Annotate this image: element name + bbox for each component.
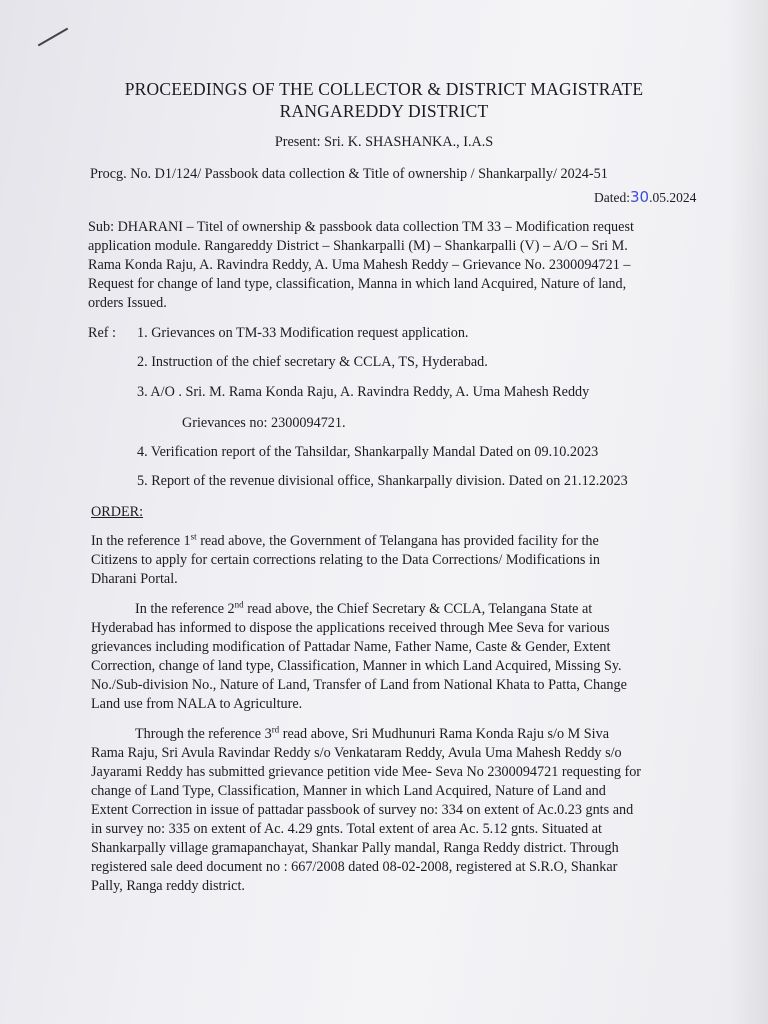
- present-line: Present: Sri. K. SHASHANKA., I.A.S: [274, 134, 494, 150]
- order-para1-line2: Citizens to apply for certain corrections relating to the Data Corrections/ Modifications in: [91, 552, 601, 568]
- title-line-1: PROCEEDINGS OF THE COLLECTOR & DISTRICT MAGISTRATE: [124, 79, 644, 99]
- order-para2-line4: Correction, change of land type, Classification, Manner in which Land Acquired, Missing Sy.: [91, 658, 622, 674]
- order-para3-line8: registered sale deed document no : 667/2008 dated 08-02-2008, registered at S.R.O, Shankar: [91, 859, 618, 875]
- order-para3-line5: Extent Correction in issue of pattadar passbook of survey no: 334 on extent of Ac.0.23 gnts and: [91, 802, 634, 818]
- subject-line-2: application module. Rangareddy District – Shankarpalli (M) – Shankarpalli (V) – A/O – Sri M.: [88, 238, 628, 254]
- ref-item-3-grievance: Grievances no: 2300094721.: [182, 415, 346, 431]
- dated-line: [594, 187, 696, 208]
- order-para3-line7: Shankarpally village gramapanchayat, Shankar Pally mandal, Ranga Reddy district. Through: [91, 840, 619, 856]
- ref-item-4: 4. Verification report of the Tahsildar, Shankarpally Mandal Dated on 09.10.2023: [137, 444, 599, 460]
- order-para3-line2: Rama Raju, Sri Avula Ravindar Reddy s/o Venkataram Reddy, Avula Uma Mahesh Reddy s/o: [91, 745, 622, 761]
- dated-rest: .05.2024: [649, 190, 697, 205]
- ref-label: Ref :: [88, 325, 116, 341]
- dated-handwritten-day: 30: [630, 188, 650, 206]
- subject-line-5: orders Issued.: [88, 295, 167, 311]
- subject-line-3: Rama Konda Raju, A. Ravindra Reddy, A. Uma Mahesh Reddy – Grievance No. 2300094721 –: [88, 257, 631, 273]
- subject-line-1: Sub: DHARANI – Titel of ownership & passbook data collection TM 33 – Modification request: [88, 219, 634, 235]
- order-para3-line1: Through the reference 3rd read above, Sri Mudhunuri Rama Konda Raju s/o M Siva: [135, 724, 609, 742]
- order-heading: ORDER:: [91, 504, 144, 520]
- order-para2-line1: In the reference 2nd read above, the Chief Secretary & CCLA, Telangana State at: [135, 599, 593, 617]
- ref-item-2: 2. Instruction of the chief secretary & CCLA, TS, Hyderabad.: [137, 354, 488, 370]
- ref-item-1: 1. Grievances on TM-33 Modification request application.: [137, 325, 469, 341]
- order-para1-line3: Dharani Portal.: [91, 571, 178, 587]
- order-para1-line1: In the reference 1st read above, the Government of Telangana has provided facility for the: [91, 531, 599, 549]
- order-para2-line2: Hyderabad has informed to dispose the applications received through Mee Seva for various: [91, 620, 610, 636]
- page-edge-shadow: [728, 0, 768, 1024]
- ref-item-5: 5. Report of the revenue divisional office, Shankarpally division. Dated on 21.12.2023: [137, 473, 628, 489]
- order-para3-line3: Jayarami Reddy has submitted grievance petition vide Mee- Seva No 2300094721 requesting for: [91, 764, 642, 780]
- order-para3-line6: in survey no: 335 on extent of Ac. 4.29 gnts. Total extent of area Ac. 5.12 gnts. Situated at: [91, 821, 602, 837]
- subject-line-4: Request for change of land type, classification, Manna in which land Acquired, Nature of land,: [88, 276, 627, 292]
- dated-label: Dated:: [594, 190, 630, 205]
- order-para3-line4: change of Land Type, Classification, Manner in which Land Acquired, Nature of Land and: [91, 783, 606, 799]
- title-line-2: RANGAREDDY DISTRICT: [279, 101, 489, 121]
- order-para2-line3: grievances including modification of Pattadar Name, Father Name, Caste & Gender, Extent: [91, 639, 611, 655]
- pen-mark: [38, 28, 68, 47]
- procg-number: Procg. No. D1/124/ Passbook data collection & Title of ownership / Shankarpally/ 2024-51: [90, 166, 608, 182]
- order-para2-line6: Land use from NALA to Agriculture.: [91, 696, 303, 712]
- order-para3-line9: Pally, Ranga reddy district.: [91, 878, 245, 894]
- ref-item-3: 3. A/O . Sri. M. Rama Konda Raju, A. Ravindra Reddy, A. Uma Mahesh Reddy: [137, 384, 590, 400]
- order-para2-line5: No./Sub-division No., Nature of Land, Transfer of Land from National Khata to Patta, Change: [91, 677, 627, 693]
